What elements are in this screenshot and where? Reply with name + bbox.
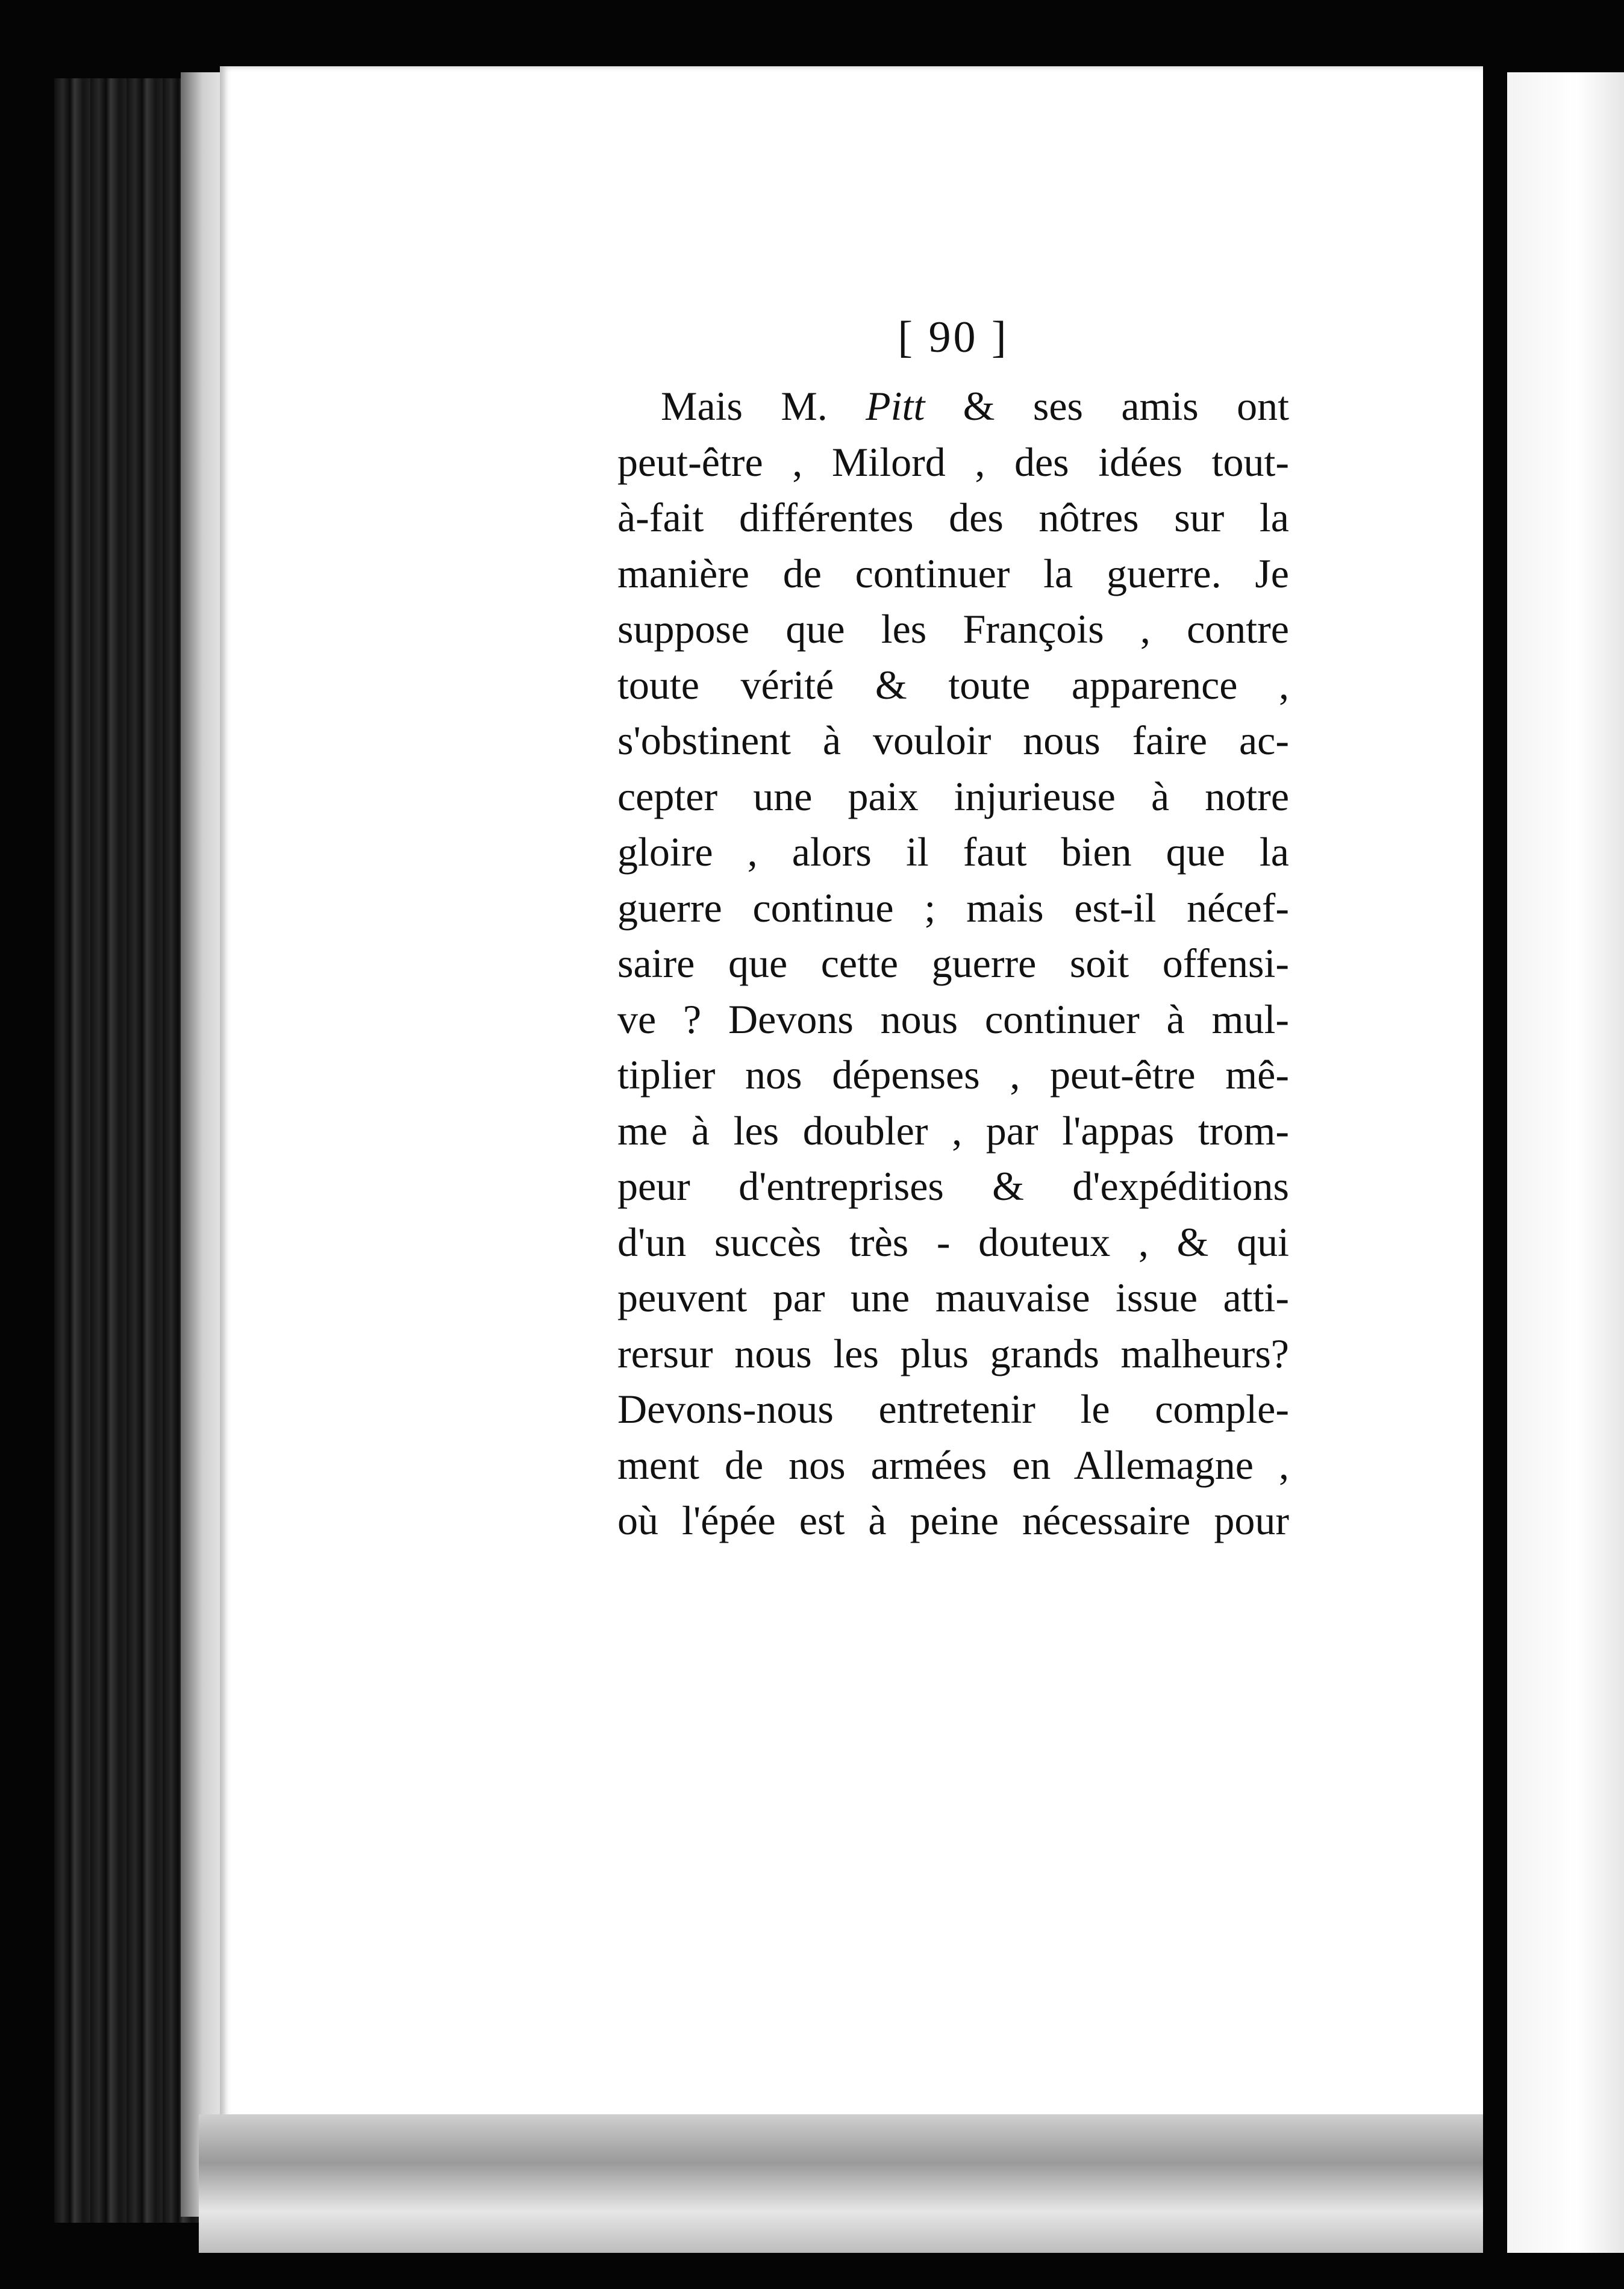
- text-line: [617, 378, 1289, 434]
- text-line: ve ? Devons nous continuer à mul-: [617, 996, 1289, 1042]
- text-line: toute vérité & toute apparence ,: [617, 661, 1289, 708]
- text-line: où l'épée est à peine nécessaire pour: [617, 1497, 1289, 1543]
- text-segment: Mais M.: [661, 383, 866, 429]
- page-text: [617, 307, 1289, 1549]
- page-bottom-margin: [199, 2114, 1500, 2253]
- facing-page-edge: [1507, 72, 1624, 2253]
- italic-name: Pitt: [866, 383, 925, 429]
- text-line: me à les doubler , par l'appas trom-: [617, 1107, 1289, 1154]
- text-line: à-fait différentes des nôtres sur la: [617, 495, 1289, 540]
- text-line: peut-être , Milord , des idées tout-: [617, 439, 1289, 485]
- text-line: saire que cette guerre soit offensi-: [617, 940, 1289, 986]
- page-number: [ 90 ]: [898, 313, 1009, 362]
- text-line: suppose que les François , contre: [617, 606, 1289, 652]
- text-line: d'un succès très - douteux , & qui: [617, 1219, 1289, 1265]
- text-line: Devons-nous entretenir le comple-: [617, 1386, 1289, 1432]
- text-line: gloire , alors il faut bien que la: [617, 829, 1289, 875]
- text-line: tiplier nos dépenses , peut-être mê-: [617, 1052, 1289, 1098]
- text-line: cepter une paix injurieuse à notre: [617, 773, 1289, 819]
- text-line: ment de nos armées en Allemagne ,: [617, 1441, 1289, 1488]
- text-line: rersur nous les plus grands malheurs?: [617, 1330, 1289, 1376]
- text-line: s'obstinent à vouloir nous faire ac-: [617, 717, 1289, 763]
- text-line: peur d'entreprises & d'expéditions: [617, 1163, 1289, 1209]
- text-line: peuvent par une mauvaise issue atti-: [617, 1275, 1289, 1320]
- text-segment: & ses amis ont: [925, 383, 1289, 429]
- gutter-shadow: [1483, 60, 1507, 2265]
- text-line: manière de continuer la guerre. Je: [617, 550, 1289, 596]
- text-line: guerre continue ; mais est-il nécef-: [617, 884, 1289, 931]
